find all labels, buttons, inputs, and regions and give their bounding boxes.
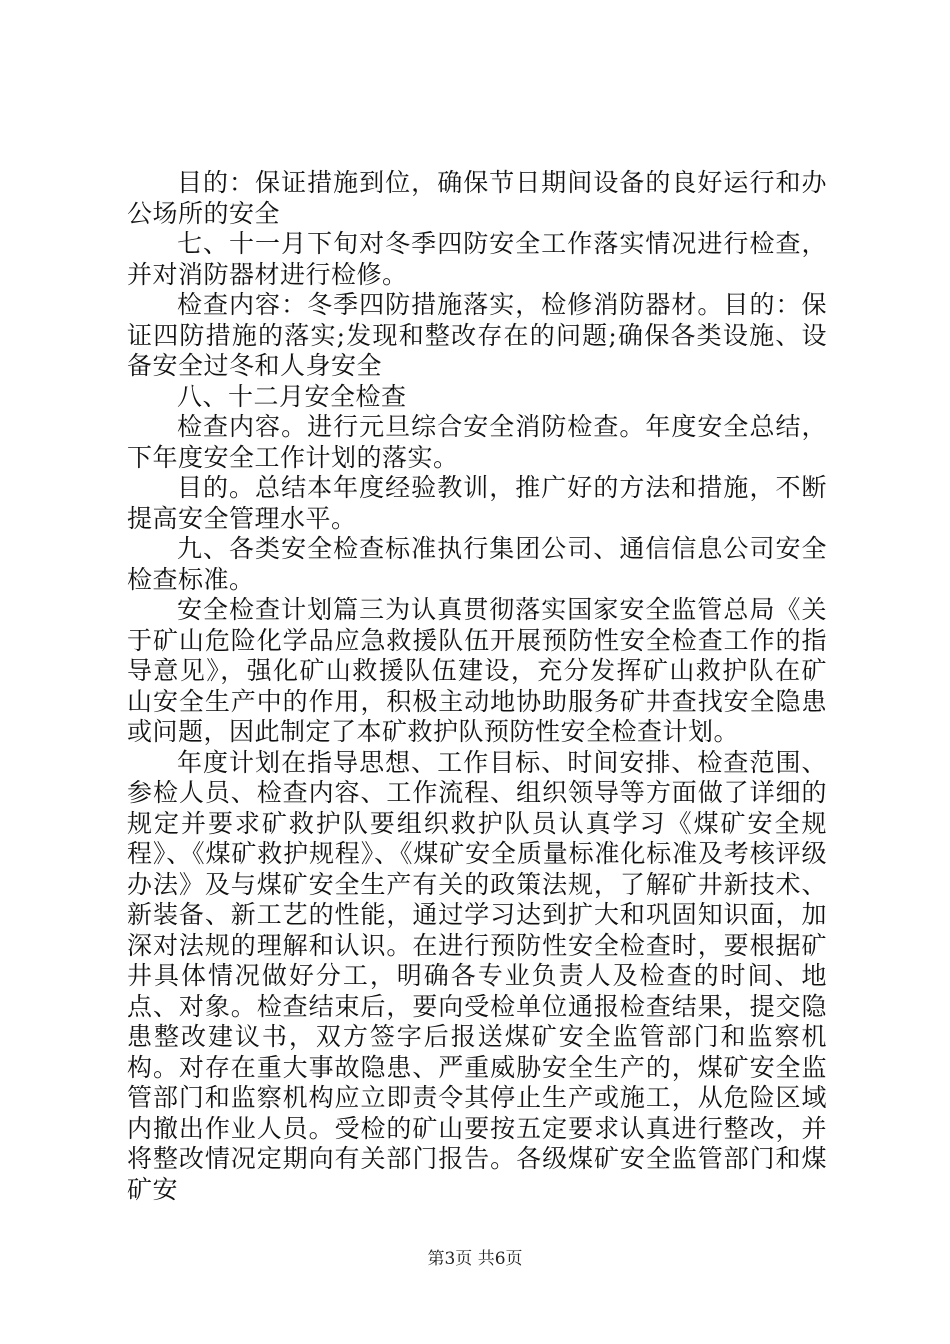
document-body xyxy=(127,168,827,1205)
paragraph-purpose-holiday: 目的：保证措施到位，确保节日期间设备的良好运行和办公场所的安全 xyxy=(127,168,827,228)
paragraph-annual-plan: 年度计划在指导思想、工作目标、时间安排、检查范围、参检人员、检查内容、工作流程、组织领导等方面做了详细的规定并要求矿救护队要组织救护队员认真学习《煤矿安全规程》、《煤矿救护规程》、《煤矿安全质量标准化标准及考核评级办法》及与煤矿安全生产有关的政策法规，了解矿井新技术、新装备、新工艺的性能，通过学习达到扩大和巩固知识面，加深对法规的理解和认识。在进行预防性安全检查时，要根据矿井具体情况做好分工，明确各专业负责人及检查的时间、地点、对象。检查结束后，要向受检单位通报检查结果，提交隐患整改建议书，双方签字后报送煤矿安全监管部门和监察机构。对存在重大事故隐患、严重威胁安全生产的，煤矿安全监管部门和监察机构应立即责令其停止生产或施工，从危险区域内撤出作业人员。受检的矿山要按五定要求认真进行整改，并将整改情况定期向有关部门报告。各级煤矿安全监管部门和煤矿安 xyxy=(127,747,827,1204)
paragraph-item-7-content: 检查内容：冬季四防措施落实，检修消防器材。目的：保证四防措施的落实;发现和整改存在的问题;确保各类设施、设备安全过冬和人身安全 xyxy=(127,290,827,380)
page-number-footer: 第3页 共6页 xyxy=(427,1249,523,1269)
paragraph-item-8-content: 检查内容。进行元旦综合安全消防检查。年度安全总结，下年度安全工作计划的落实。 xyxy=(127,412,827,472)
paragraph-item-7: 七、十一月下旬对冬季四防安全工作落实情况进行检查，并对消防器材进行检修。 xyxy=(127,229,827,289)
paragraph-plan-3-intro: 安全检查计划篇三为认真贯彻落实国家安全监管总局《关于矿山危险化学品应急救援队伍开展预防性安全检查工作的指导意见》，强化矿山救援队伍建设，充分发挥矿山救护队在矿山安全生产中的作用，积极主动地协助服务矿井查找安全隐患或问题，因此制定了本矿救护队预防性安全检查计划。 xyxy=(127,595,827,746)
paragraph-item-8: 八、十二月安全检查 xyxy=(177,381,407,411)
paragraph-item-9: 九、各类安全检查标准执行集团公司、通信信息公司安全检查标准。 xyxy=(127,534,827,594)
paragraph-item-8-purpose: 目的。总结本年度经验教训，推广好的方法和措施，不断提高安全管理水平。 xyxy=(127,473,827,533)
